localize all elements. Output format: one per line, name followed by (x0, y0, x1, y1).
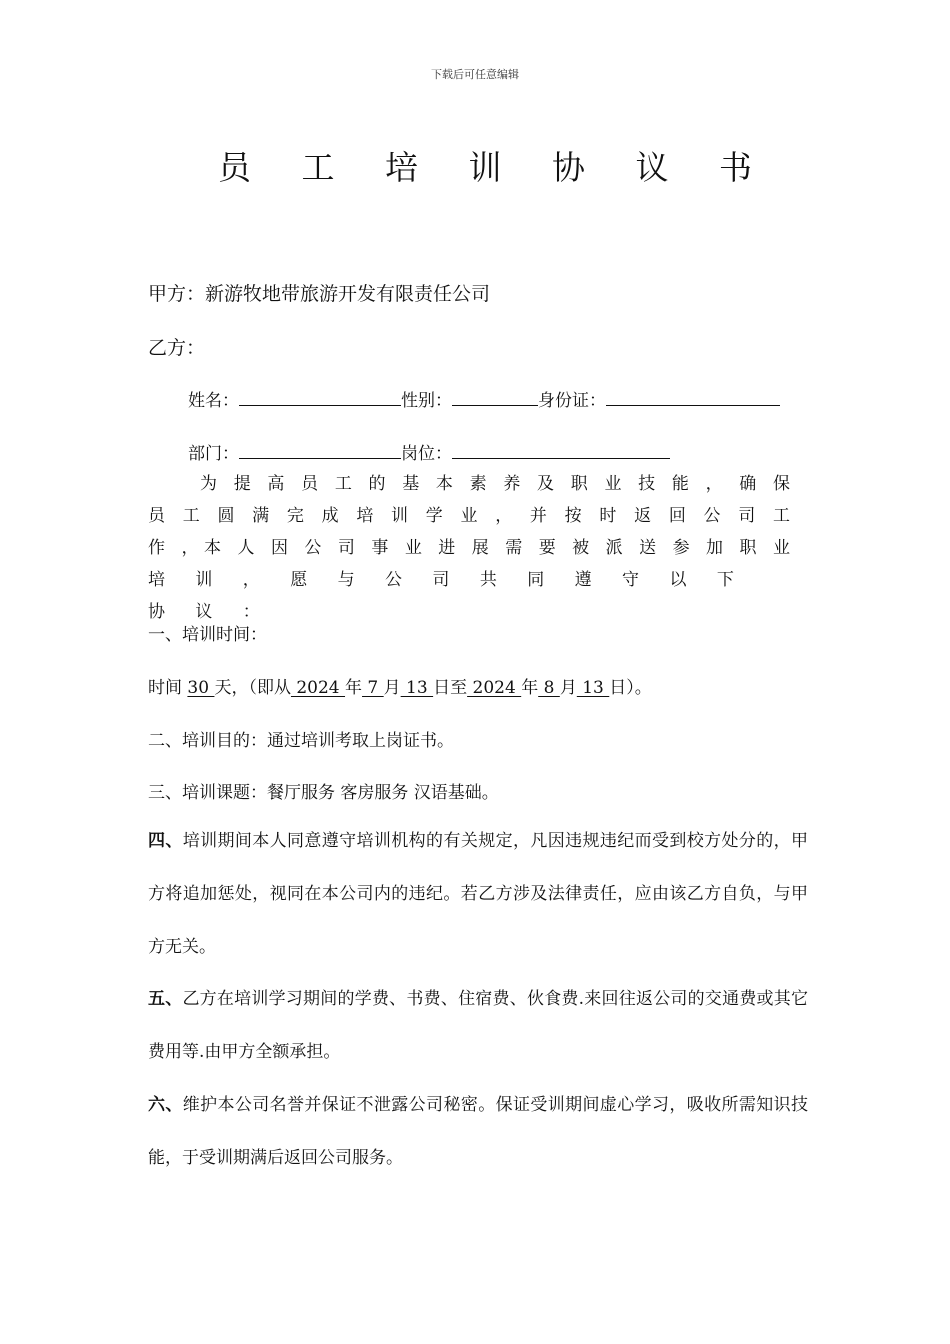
section-2: 二、培训目的：通过培训考取上岗证书。 (148, 731, 454, 751)
name-field[interactable] (239, 387, 401, 406)
time-text: 月 (559, 678, 577, 698)
name-label: 姓名： (188, 391, 239, 411)
section-5 (148, 973, 808, 1079)
end-day: 13 (576, 678, 610, 698)
start-day: 13 (400, 678, 434, 698)
job-info-row (188, 439, 670, 464)
department-field[interactable] (239, 440, 401, 459)
section-5-number: 五、 (148, 989, 183, 1009)
document-title: 员 工 培 训 协 议 书 (218, 148, 772, 187)
time-text: 日）。 (609, 678, 652, 698)
personal-info-row (188, 386, 780, 411)
gender-field[interactable] (452, 387, 538, 406)
party-a: 甲方：新游牧地带旅游开发有限责任公司 (148, 283, 491, 305)
post-label: 岗位： (401, 444, 452, 464)
intro-line: 培 训 ， 愿 与 公 司 共 同 遵 守 以 下 协 议 ： (148, 570, 747, 622)
section-6-number: 六、 (148, 1095, 183, 1115)
time-text: 年 (521, 678, 539, 698)
header-note: 下载后可任意编辑 (431, 68, 519, 81)
section-6 (148, 1079, 808, 1185)
intro-line: 作 ，本 人 因 公 司 事 业 进 展 需 要 被 派 送 参 加 职 业 (148, 538, 790, 558)
start-year: 2024 (290, 678, 346, 698)
training-time-line (148, 673, 652, 698)
section-1-title: 一、培训时间： (148, 625, 267, 645)
id-number-field[interactable] (606, 387, 780, 406)
time-text: 年 (345, 678, 363, 698)
intro-line: 员 工 圆 满 完 成 培 训 学 业 ， 并 按 时 返 回 公 司 工 (148, 506, 790, 526)
section-5-text: 乙方在培训学习期间的学费、书费、住宿费、伙食费.来回往返公司的交通费或其它费用等.由甲方全额承担。 (148, 989, 808, 1062)
post-field[interactable] (452, 440, 670, 459)
id-label: 身份证： (538, 391, 606, 411)
time-text: 月 (383, 678, 401, 698)
department-label: 部门： (188, 444, 239, 464)
intro-line: 为 提 高 员 工 的 基 本 素 养 及 职 业 技 能 ， 确 保 (200, 474, 790, 494)
time-text: 日至 (433, 678, 468, 698)
end-month: 8 (538, 678, 560, 698)
party-b: 乙方： (148, 337, 206, 359)
intro-paragraph (148, 468, 790, 622)
section-3: 三、培训课题：餐厅服务 客房服务 汉语基础。 (148, 783, 499, 803)
days-value: 30 (187, 678, 215, 698)
gender-label: 性别： (401, 391, 452, 411)
time-text: 天，（即从 (214, 678, 291, 698)
section-4-text: 培训期间本人同意遵守培训机构的有关规定，凡因违规违纪而受到校方处分的，甲方将追加惩处，视同在本公司内的违纪。若乙方涉及法律责任，应由该乙方自负，与甲方无关。 (148, 831, 809, 957)
start-month: 7 (362, 678, 384, 698)
section-4 (148, 815, 808, 974)
section-4-number: 四、 (148, 831, 183, 851)
end-year: 2024 (467, 678, 522, 698)
time-text: 时间 (148, 678, 188, 698)
section-6-text: 维护本公司名誉并保证不泄露公司秘密。保证受训期间虚心学习，吸收所需知识技能，于受训期满后返回公司服务。 (148, 1095, 809, 1168)
